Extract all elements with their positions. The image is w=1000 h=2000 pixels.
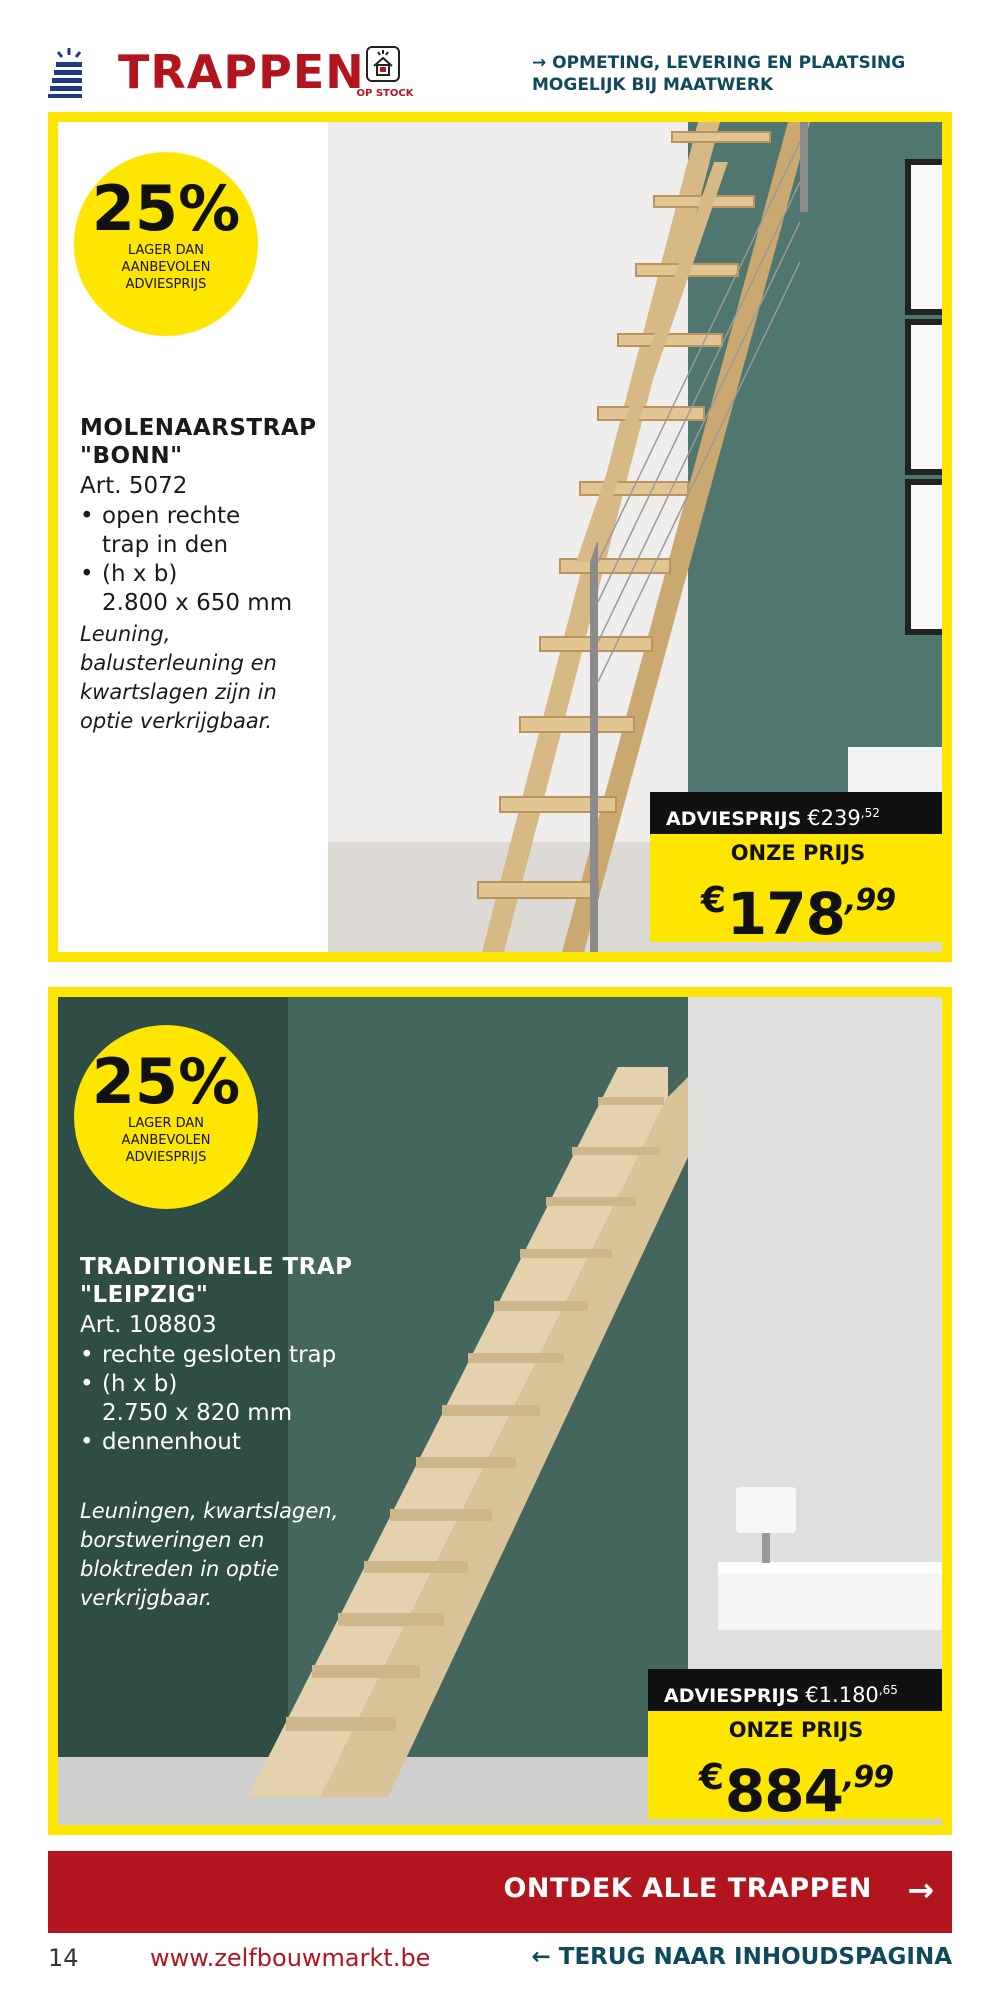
note-line: balusterleuning en (80, 651, 277, 675)
currency-symbol: € (805, 1683, 819, 1707)
advice-price-amount (807, 806, 880, 830)
product-name-line1: TRADITIONELE TRAP (80, 1254, 353, 1280)
our-price-whole: 884 (724, 1757, 843, 1825)
our-price-label: ONZE PRIJS (730, 841, 866, 865)
our-price (648, 1711, 942, 1825)
stock-badge (352, 46, 418, 106)
advice-price-cents: ,52 (860, 806, 880, 820)
spec-line: 2.800 x 650 mm (102, 590, 293, 616)
arrow-right-icon: → (907, 1871, 934, 1909)
our-price-cents: ,99 (844, 883, 896, 918)
product-card (58, 122, 942, 952)
advice-price-whole: 239 (820, 806, 861, 830)
spec-line: • dennenhout (102, 1429, 241, 1455)
spec-line: • open rechte (102, 503, 241, 529)
note-line: bloktreden in optie (80, 1557, 280, 1581)
our-price-cents: ,99 (842, 1760, 894, 1795)
back-link-label: TERUG NAAR INHOUDSPAGINA (558, 1944, 952, 1970)
our-price-whole: 178 (726, 880, 845, 948)
arrow-left-icon: ← (531, 1944, 551, 1970)
option-note (80, 620, 277, 736)
our-price-amount (648, 1743, 942, 1825)
product-name (80, 414, 317, 470)
service-note-line1: → OPMETING, LEVERING EN PLAATSING (532, 52, 952, 74)
price-box (650, 792, 942, 948)
advice-price-cents: ,65 (878, 1683, 898, 1697)
advice-price (650, 792, 942, 834)
product-panel-leipzig[interactable] (48, 987, 952, 1835)
discover-all-stairs-button[interactable] (48, 1851, 952, 1933)
discount-badge (74, 152, 258, 336)
discount-text: LAGER DAN AANBEVOLEN ADVIESPRIJS (121, 243, 211, 292)
our-price (650, 834, 942, 948)
spec-line: • rechte gesloten trap (102, 1342, 337, 1368)
product-name-line2: "BONN" (80, 443, 183, 469)
option-note (80, 1497, 338, 1613)
note-line: borstweringen en (80, 1528, 265, 1552)
discount-percentage: 25% (91, 172, 241, 245)
product-card (58, 997, 942, 1825)
product-name (80, 1253, 353, 1309)
advice-price-whole: 1.180 (818, 1683, 879, 1707)
stock-label: OP STOCK (356, 88, 414, 99)
product-name-line1: MOLENAARSTRAP (80, 415, 317, 441)
currency-symbol: € (700, 880, 725, 921)
spec-item (80, 1370, 336, 1428)
spec-line: trap in den (102, 532, 229, 558)
note-line: kwartslagen zijn in (80, 680, 277, 704)
advice-price-label: ADVIESPRIJS (666, 808, 802, 830)
spec-line: 2.750 x 820 mm (102, 1400, 293, 1426)
our-price-label: ONZE PRIJS (728, 1718, 864, 1742)
note-line: verkrijgbaar. (80, 1586, 213, 1610)
cta-label: ONTDEK ALLE TRAPPEN (503, 1873, 872, 1904)
discount-badge (74, 1025, 258, 1209)
price-box (648, 1669, 942, 1825)
product-panel-bonn[interactable] (48, 112, 952, 962)
our-price-amount (650, 866, 942, 949)
discount-percentage: 25% (91, 1045, 241, 1118)
spec-list (80, 502, 292, 618)
spec-line: • (h x b) (102, 1371, 178, 1397)
service-note (532, 52, 952, 96)
article-number: Art. 5072 (80, 473, 188, 499)
advice-price-amount (805, 1683, 898, 1707)
back-to-contents-link[interactable] (532, 1944, 953, 1970)
service-note-line2: MOGELIJK BIJ MAATWERK (532, 75, 774, 95)
currency-symbol: € (807, 806, 821, 830)
product-name-line2: "LEIPZIG" (80, 1282, 209, 1308)
house-stock-icon (366, 46, 400, 82)
stairs-icon (48, 44, 90, 98)
spec-line: • (h x b) (102, 561, 178, 587)
note-line: optie verkrijgbaar. (80, 709, 273, 733)
spec-item (80, 502, 292, 560)
advice-price (648, 1669, 942, 1711)
website-link[interactable]: www.zelfbouwmarkt.be (150, 1944, 431, 1972)
page-header (0, 0, 1000, 112)
article-number: Art. 108803 (80, 1312, 217, 1338)
page-number: 14 (48, 1944, 79, 1972)
spec-item (80, 1428, 336, 1457)
note-line: Leuningen, kwartslagen, (80, 1499, 339, 1523)
spec-list (80, 1341, 336, 1457)
page-title: TRAPPEN (118, 45, 365, 99)
discount-text: LAGER DAN AANBEVOLEN ADVIESPRIJS (121, 1116, 211, 1165)
currency-symbol: € (698, 1757, 723, 1798)
spec-item (80, 1341, 336, 1370)
advice-price-label: ADVIESPRIJS (664, 1685, 800, 1707)
spec-item (80, 560, 292, 618)
note-line: Leuning, (80, 622, 171, 646)
